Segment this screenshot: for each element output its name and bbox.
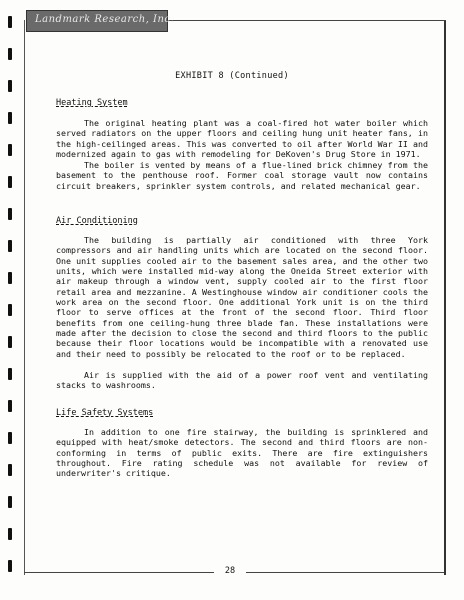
binding-mark: [8, 240, 12, 252]
binding-mark: [8, 272, 12, 284]
page-title: EXHIBIT 8 (Continued): [175, 71, 289, 81]
binding-mark: [8, 464, 12, 476]
binding-mark: [8, 112, 12, 124]
binding-mark: [8, 176, 12, 188]
air-conditioning-paragraph-1: The building is partially air conditioned with three York compressors and air handling units which are located on the second floor. One unit supplies cooled air to the basement sales area, and the other two units, which were installed mid-way along the Oneida Street exterior with air makeup through a window vent, supply cooled air to the first floor retail area and mezzanine. A Westinghouse window air conditioner cools the work area on the second floor. One additional York unit is on the third floor to serve offices at the front of the second floor. Third floor benefits from one ceiling-hung three blade fan. These installations were made after the decision to close the second and third floors to the public because their floor locations would be incompatible with a renovated use and their need to possibly be relocated to the roof or to be replaced.: [56, 235, 428, 359]
heating-paragraph-2: The boiler is vented by means of a flue-lined brick chimney from the basement to the penthouse roof. Former coal storage vault now contains circuit breakers, sprinkler system controls, and related mechanical gear.: [56, 160, 428, 191]
binding-mark: [8, 368, 12, 380]
heating-paragraph-1: The original heating plant was a coal-fired hot water boiler which served radiators on the upper floors and ceiling hung unit heater fans, in the high-ceilinged areas. This was converted to oil after World War II and modernized again to gas with remodeling for DeKoven's Drug Store in 1971.: [56, 118, 428, 160]
frame-right-rule: [444, 20, 446, 575]
company-logo-banner: [26, 10, 175, 32]
page-number: 28: [224, 566, 236, 576]
binding-mark: [8, 304, 12, 316]
binding-mark: [8, 208, 12, 220]
binding-mark: [8, 16, 12, 28]
binding-mark: [8, 144, 12, 156]
binding-mark: [8, 400, 12, 412]
binding-mark: [8, 336, 12, 348]
binding-mark: [8, 528, 12, 540]
binding-mark: [8, 560, 12, 572]
binding-mark: [8, 496, 12, 508]
binding-mark: [8, 432, 12, 444]
section-heading-heating: Heating System: [56, 98, 128, 108]
life-safety-paragraph-1: In addition to one fire stairway, the building is sprinklered and equipped with heat/smoke detectors. The second and third floors are non-conforming in terms of public exits. There are fire extinguishers throughout. Fire rating schedule was not available for review of underwriter's critique.: [56, 427, 428, 479]
binding-mark: [8, 80, 12, 92]
air-conditioning-paragraph-2: Air is supplied with the aid of a power roof vent and ventilating stacks to washrooms.: [56, 370, 428, 391]
footer-rule-left: [24, 572, 214, 573]
footer-rule-right: [246, 572, 444, 573]
company-logo-text: Landmark Research, Inc.: [35, 14, 175, 25]
section-heading-air-conditioning: Air Conditioning: [56, 216, 138, 226]
section-heading-life-safety: Life Safety Systems: [56, 408, 154, 418]
header-rule: [166, 20, 446, 21]
frame-left-rule: [24, 20, 25, 575]
binding-mark: [8, 48, 12, 60]
